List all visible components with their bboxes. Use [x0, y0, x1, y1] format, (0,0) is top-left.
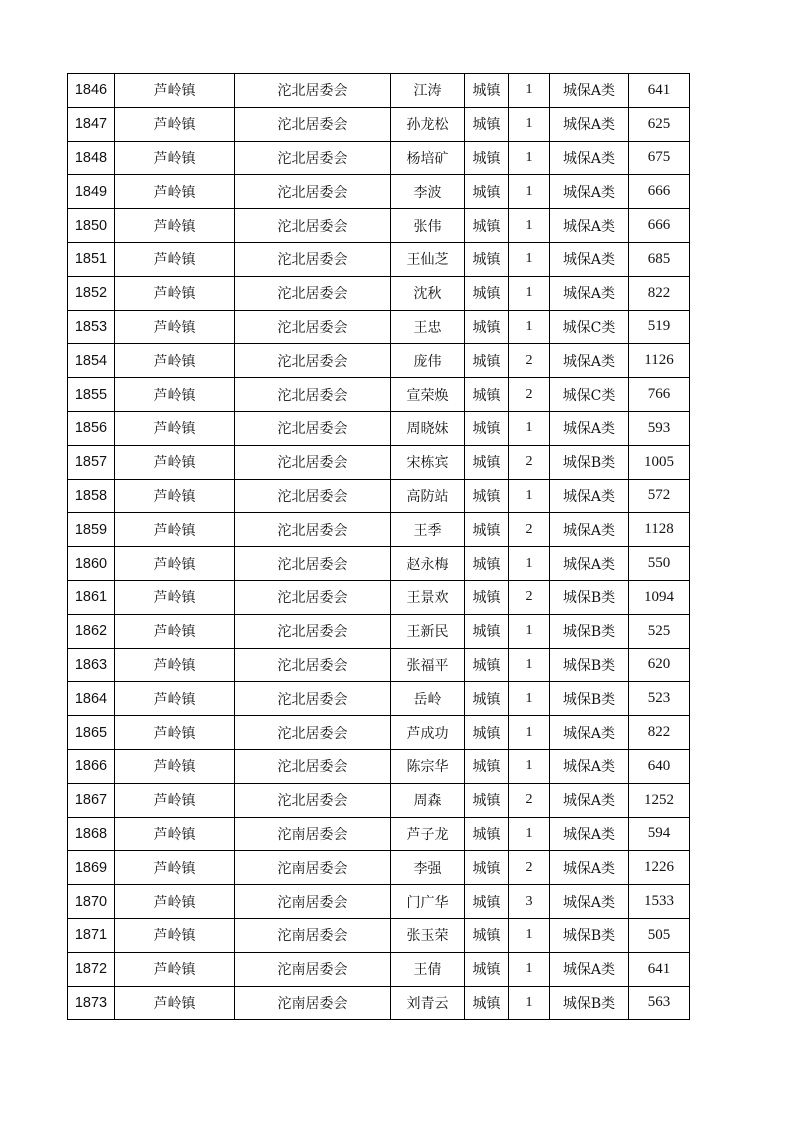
category-cell: 城保A类 [550, 885, 629, 919]
table-row [68, 242, 690, 276]
name-cell: 周晓妹 [391, 411, 465, 445]
town-cell: 芦岭镇 [115, 175, 235, 209]
category-cell: 城保A类 [550, 716, 629, 750]
person-count-cell: 1 [509, 242, 550, 276]
person-count-cell: 3 [509, 885, 550, 919]
household-type-cell: 城镇 [465, 749, 509, 783]
name-cell: 杨培矿 [391, 141, 465, 175]
name-cell: 陈宗华 [391, 749, 465, 783]
row-number-cell: 1857 [68, 445, 115, 479]
table-row [68, 209, 690, 243]
person-count-cell: 1 [509, 141, 550, 175]
person-count-cell: 1 [509, 479, 550, 513]
row-number-cell: 1869 [68, 851, 115, 885]
table-row [68, 344, 690, 378]
category-cell: 城保A类 [550, 107, 629, 141]
category-cell: 城保A类 [550, 817, 629, 851]
table-row [68, 513, 690, 547]
town-cell: 芦岭镇 [115, 682, 235, 716]
table-row [68, 445, 690, 479]
community-cell: 沱北居委会 [235, 648, 391, 682]
table-row [68, 547, 690, 581]
row-number-cell: 1866 [68, 749, 115, 783]
table-row [68, 885, 690, 919]
name-cell: 张福平 [391, 648, 465, 682]
town-cell: 芦岭镇 [115, 614, 235, 648]
community-cell: 沱北居委会 [235, 783, 391, 817]
table-row [68, 310, 690, 344]
name-cell: 门广华 [391, 885, 465, 919]
name-cell: 庞伟 [391, 344, 465, 378]
town-cell: 芦岭镇 [115, 479, 235, 513]
table-row [68, 648, 690, 682]
household-type-cell: 城镇 [465, 817, 509, 851]
person-count-cell: 1 [509, 682, 550, 716]
household-type-cell: 城镇 [465, 648, 509, 682]
category-cell: 城保C类 [550, 310, 629, 344]
household-type-cell: 城镇 [465, 479, 509, 513]
row-number-cell: 1852 [68, 276, 115, 310]
row-number-cell: 1856 [68, 411, 115, 445]
town-cell: 芦岭镇 [115, 783, 235, 817]
household-type-cell: 城镇 [465, 986, 509, 1020]
row-number-cell: 1855 [68, 378, 115, 412]
town-cell: 芦岭镇 [115, 580, 235, 614]
table-row [68, 479, 690, 513]
row-number-cell: 1864 [68, 682, 115, 716]
name-cell: 孙龙松 [391, 107, 465, 141]
person-count-cell: 1 [509, 986, 550, 1020]
row-number-cell: 1849 [68, 175, 115, 209]
community-cell: 沱北居委会 [235, 344, 391, 378]
table-row [68, 716, 690, 750]
household-type-cell: 城镇 [465, 783, 509, 817]
town-cell: 芦岭镇 [115, 445, 235, 479]
person-count-cell: 1 [509, 276, 550, 310]
row-number-cell: 1846 [68, 74, 115, 108]
row-number-cell: 1863 [68, 648, 115, 682]
name-cell: 李强 [391, 851, 465, 885]
community-cell: 沱南居委会 [235, 986, 391, 1020]
amount-cell: 1126 [629, 344, 690, 378]
household-type-cell: 城镇 [465, 547, 509, 581]
household-type-cell: 城镇 [465, 209, 509, 243]
name-cell: 芦成功 [391, 716, 465, 750]
community-cell: 沱北居委会 [235, 682, 391, 716]
name-cell: 李波 [391, 175, 465, 209]
community-cell: 沱南居委会 [235, 885, 391, 919]
person-count-cell: 2 [509, 344, 550, 378]
table-row [68, 141, 690, 175]
amount-cell: 640 [629, 749, 690, 783]
amount-cell: 620 [629, 648, 690, 682]
person-count-cell: 2 [509, 783, 550, 817]
community-cell: 沱北居委会 [235, 175, 391, 209]
community-cell: 沱北居委会 [235, 445, 391, 479]
row-number-cell: 1868 [68, 817, 115, 851]
row-number-cell: 1847 [68, 107, 115, 141]
household-type-cell: 城镇 [465, 310, 509, 344]
household-type-cell: 城镇 [465, 378, 509, 412]
amount-cell: 519 [629, 310, 690, 344]
community-cell: 沱北居委会 [235, 614, 391, 648]
town-cell: 芦岭镇 [115, 276, 235, 310]
table-row [68, 107, 690, 141]
row-number-cell: 1871 [68, 918, 115, 952]
amount-cell: 1094 [629, 580, 690, 614]
amount-cell: 525 [629, 614, 690, 648]
name-cell: 王景欢 [391, 580, 465, 614]
amount-cell: 685 [629, 242, 690, 276]
category-cell: 城保A类 [550, 783, 629, 817]
community-cell: 沱北居委会 [235, 378, 391, 412]
table-row [68, 580, 690, 614]
row-number-cell: 1854 [68, 344, 115, 378]
community-cell: 沱南居委会 [235, 918, 391, 952]
person-count-cell: 1 [509, 614, 550, 648]
name-cell: 刘青云 [391, 986, 465, 1020]
category-cell: 城保A类 [550, 547, 629, 581]
name-cell: 高防站 [391, 479, 465, 513]
town-cell: 芦岭镇 [115, 344, 235, 378]
household-type-cell: 城镇 [465, 74, 509, 108]
category-cell: 城保B类 [550, 580, 629, 614]
row-number-cell: 1861 [68, 580, 115, 614]
community-cell: 沱北居委会 [235, 513, 391, 547]
person-count-cell: 1 [509, 74, 550, 108]
data-table [67, 73, 690, 1020]
amount-cell: 641 [629, 952, 690, 986]
row-number-cell: 1872 [68, 952, 115, 986]
person-count-cell: 1 [509, 175, 550, 209]
amount-cell: 593 [629, 411, 690, 445]
table-row [68, 411, 690, 445]
category-cell: 城保A类 [550, 344, 629, 378]
name-cell: 王忠 [391, 310, 465, 344]
community-cell: 沱北居委会 [235, 479, 391, 513]
amount-cell: 666 [629, 209, 690, 243]
name-cell: 沈秋 [391, 276, 465, 310]
town-cell: 芦岭镇 [115, 817, 235, 851]
row-number-cell: 1848 [68, 141, 115, 175]
town-cell: 芦岭镇 [115, 986, 235, 1020]
town-cell: 芦岭镇 [115, 209, 235, 243]
name-cell: 宋栋宾 [391, 445, 465, 479]
person-count-cell: 2 [509, 513, 550, 547]
person-count-cell: 1 [509, 547, 550, 581]
table-row [68, 817, 690, 851]
town-cell: 芦岭镇 [115, 547, 235, 581]
name-cell: 周森 [391, 783, 465, 817]
amount-cell: 563 [629, 986, 690, 1020]
category-cell: 城保B类 [550, 986, 629, 1020]
household-type-cell: 城镇 [465, 885, 509, 919]
person-count-cell: 1 [509, 716, 550, 750]
name-cell: 赵永梅 [391, 547, 465, 581]
person-count-cell: 1 [509, 749, 550, 783]
category-cell: 城保A类 [550, 749, 629, 783]
row-number-cell: 1860 [68, 547, 115, 581]
name-cell: 宣荣焕 [391, 378, 465, 412]
community-cell: 沱北居委会 [235, 74, 391, 108]
table-row [68, 783, 690, 817]
table-row [68, 276, 690, 310]
town-cell: 芦岭镇 [115, 952, 235, 986]
community-cell: 沱北居委会 [235, 141, 391, 175]
household-type-cell: 城镇 [465, 344, 509, 378]
person-count-cell: 1 [509, 817, 550, 851]
person-count-cell: 2 [509, 378, 550, 412]
person-count-cell: 1 [509, 107, 550, 141]
community-cell: 沱北居委会 [235, 749, 391, 783]
household-type-cell: 城镇 [465, 716, 509, 750]
name-cell: 王倩 [391, 952, 465, 986]
category-cell: 城保A类 [550, 276, 629, 310]
community-cell: 沱北居委会 [235, 242, 391, 276]
person-count-cell: 1 [509, 648, 550, 682]
category-cell: 城保B类 [550, 682, 629, 716]
category-cell: 城保C类 [550, 378, 629, 412]
category-cell: 城保B类 [550, 445, 629, 479]
amount-cell: 822 [629, 276, 690, 310]
household-type-cell: 城镇 [465, 107, 509, 141]
category-cell: 城保B类 [550, 614, 629, 648]
name-cell: 王季 [391, 513, 465, 547]
table-row [68, 918, 690, 952]
name-cell: 江涛 [391, 74, 465, 108]
category-cell: 城保A类 [550, 74, 629, 108]
household-type-cell: 城镇 [465, 614, 509, 648]
household-type-cell: 城镇 [465, 242, 509, 276]
town-cell: 芦岭镇 [115, 141, 235, 175]
name-cell: 张伟 [391, 209, 465, 243]
table-row [68, 986, 690, 1020]
table-row [68, 682, 690, 716]
name-cell: 岳岭 [391, 682, 465, 716]
person-count-cell: 2 [509, 580, 550, 614]
amount-cell: 1533 [629, 885, 690, 919]
row-number-cell: 1858 [68, 479, 115, 513]
household-type-cell: 城镇 [465, 141, 509, 175]
household-type-cell: 城镇 [465, 411, 509, 445]
category-cell: 城保B类 [550, 648, 629, 682]
household-type-cell: 城镇 [465, 580, 509, 614]
amount-cell: 666 [629, 175, 690, 209]
household-type-cell: 城镇 [465, 513, 509, 547]
amount-cell: 1226 [629, 851, 690, 885]
category-cell: 城保B类 [550, 918, 629, 952]
category-cell: 城保A类 [550, 175, 629, 209]
row-number-cell: 1853 [68, 310, 115, 344]
category-cell: 城保A类 [550, 242, 629, 276]
community-cell: 沱北居委会 [235, 310, 391, 344]
person-count-cell: 1 [509, 310, 550, 344]
person-count-cell: 2 [509, 851, 550, 885]
community-cell: 沱南居委会 [235, 817, 391, 851]
town-cell: 芦岭镇 [115, 378, 235, 412]
community-cell: 沱北居委会 [235, 107, 391, 141]
document-page [67, 73, 689, 1020]
row-number-cell: 1862 [68, 614, 115, 648]
person-count-cell: 1 [509, 209, 550, 243]
town-cell: 芦岭镇 [115, 716, 235, 750]
amount-cell: 675 [629, 141, 690, 175]
table-row [68, 952, 690, 986]
person-count-cell: 2 [509, 445, 550, 479]
row-number-cell: 1870 [68, 885, 115, 919]
town-cell: 芦岭镇 [115, 749, 235, 783]
category-cell: 城保A类 [550, 141, 629, 175]
row-number-cell: 1873 [68, 986, 115, 1020]
name-cell: 张玉荣 [391, 918, 465, 952]
community-cell: 沱北居委会 [235, 716, 391, 750]
amount-cell: 505 [629, 918, 690, 952]
community-cell: 沱北居委会 [235, 411, 391, 445]
person-count-cell: 1 [509, 918, 550, 952]
row-number-cell: 1851 [68, 242, 115, 276]
name-cell: 王新民 [391, 614, 465, 648]
community-cell: 沱北居委会 [235, 276, 391, 310]
table-body [68, 74, 690, 1020]
category-cell: 城保A类 [550, 952, 629, 986]
table-row [68, 851, 690, 885]
amount-cell: 822 [629, 716, 690, 750]
household-type-cell: 城镇 [465, 918, 509, 952]
amount-cell: 641 [629, 74, 690, 108]
category-cell: 城保A类 [550, 411, 629, 445]
category-cell: 城保A类 [550, 851, 629, 885]
amount-cell: 1252 [629, 783, 690, 817]
town-cell: 芦岭镇 [115, 648, 235, 682]
community-cell: 沱北居委会 [235, 547, 391, 581]
table-row [68, 74, 690, 108]
row-number-cell: 1859 [68, 513, 115, 547]
amount-cell: 766 [629, 378, 690, 412]
name-cell: 芦子龙 [391, 817, 465, 851]
town-cell: 芦岭镇 [115, 851, 235, 885]
household-type-cell: 城镇 [465, 851, 509, 885]
household-type-cell: 城镇 [465, 276, 509, 310]
household-type-cell: 城镇 [465, 952, 509, 986]
town-cell: 芦岭镇 [115, 242, 235, 276]
town-cell: 芦岭镇 [115, 310, 235, 344]
category-cell: 城保A类 [550, 513, 629, 547]
amount-cell: 550 [629, 547, 690, 581]
row-number-cell: 1867 [68, 783, 115, 817]
table-row [68, 614, 690, 648]
person-count-cell: 1 [509, 411, 550, 445]
name-cell: 王仙芝 [391, 242, 465, 276]
table-row [68, 175, 690, 209]
amount-cell: 572 [629, 479, 690, 513]
household-type-cell: 城镇 [465, 445, 509, 479]
town-cell: 芦岭镇 [115, 411, 235, 445]
community-cell: 沱北居委会 [235, 580, 391, 614]
amount-cell: 523 [629, 682, 690, 716]
household-type-cell: 城镇 [465, 682, 509, 716]
row-number-cell: 1865 [68, 716, 115, 750]
town-cell: 芦岭镇 [115, 918, 235, 952]
amount-cell: 625 [629, 107, 690, 141]
community-cell: 沱南居委会 [235, 851, 391, 885]
community-cell: 沱北居委会 [235, 209, 391, 243]
amount-cell: 1128 [629, 513, 690, 547]
community-cell: 沱南居委会 [235, 952, 391, 986]
amount-cell: 594 [629, 817, 690, 851]
category-cell: 城保A类 [550, 479, 629, 513]
category-cell: 城保A类 [550, 209, 629, 243]
person-count-cell: 1 [509, 952, 550, 986]
table-row [68, 749, 690, 783]
table-row [68, 378, 690, 412]
town-cell: 芦岭镇 [115, 74, 235, 108]
household-type-cell: 城镇 [465, 175, 509, 209]
amount-cell: 1005 [629, 445, 690, 479]
town-cell: 芦岭镇 [115, 885, 235, 919]
row-number-cell: 1850 [68, 209, 115, 243]
town-cell: 芦岭镇 [115, 513, 235, 547]
town-cell: 芦岭镇 [115, 107, 235, 141]
